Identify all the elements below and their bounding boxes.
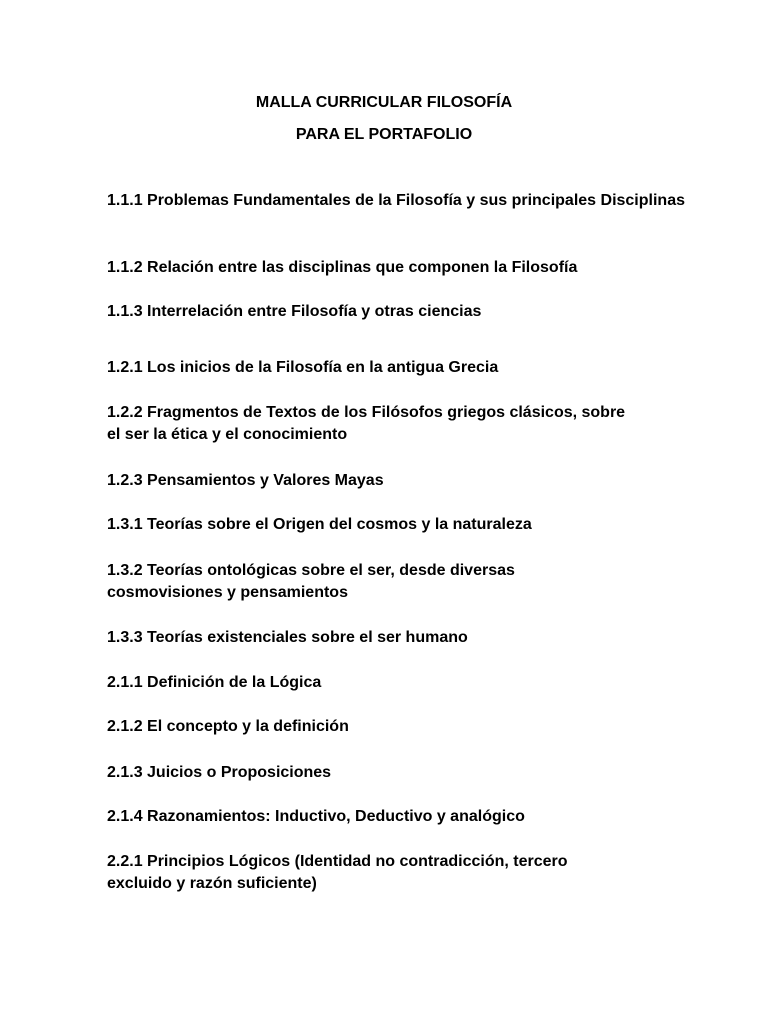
curriculum-item: 1.3.2 Teorías ontológicas sobre el ser, desde diversas cosmovisiones y pensamientos (107, 562, 515, 601)
document-title: MALLA CURRICULAR FILOSOFÍA (255, 94, 513, 111)
curriculum-item: 2.2.1 Principios Lógicos (Identidad no contradicción, tercero excluido y razón suficiente) (107, 853, 568, 892)
curriculum-item: 2.1.3 Juicios o Proposiciones (107, 764, 332, 781)
curriculum-item: 1.1.2 Relación entre las disciplinas que componen la Filosofía (107, 259, 578, 276)
document-subtitle: PARA EL PORTAFOLIO (295, 126, 473, 143)
curriculum-item: 1.3.1 Teorías sobre el Origen del cosmos y la naturaleza (107, 516, 532, 533)
curriculum-item: 2.1.1 Definición de la Lógica (107, 674, 322, 691)
curriculum-item: 1.3.3 Teorías existenciales sobre el ser humano (107, 629, 468, 646)
curriculum-item: 1.2.2 Fragmentos de Textos de los Filósofos griegos clásicos, sobre el ser la ética y el conocimiento (107, 404, 626, 443)
curriculum-item: 1.1.3 Interrelación entre Filosofía y otras ciencias (107, 303, 482, 320)
curriculum-item: 2.1.4 Razonamientos: Inductivo, Deductivo y analógico (107, 808, 525, 825)
curriculum-item: 1.2.1 Los inicios de la Filosofía en la antigua Grecia (107, 359, 499, 376)
curriculum-item: 2.1.2 El concepto y la definición (107, 718, 349, 735)
curriculum-item: 1.2.3 Pensamientos y Valores Mayas (107, 472, 384, 489)
curriculum-item: 1.1.1 Problemas Fundamentales de la Filosofía y sus principales Disciplinas (107, 192, 685, 209)
